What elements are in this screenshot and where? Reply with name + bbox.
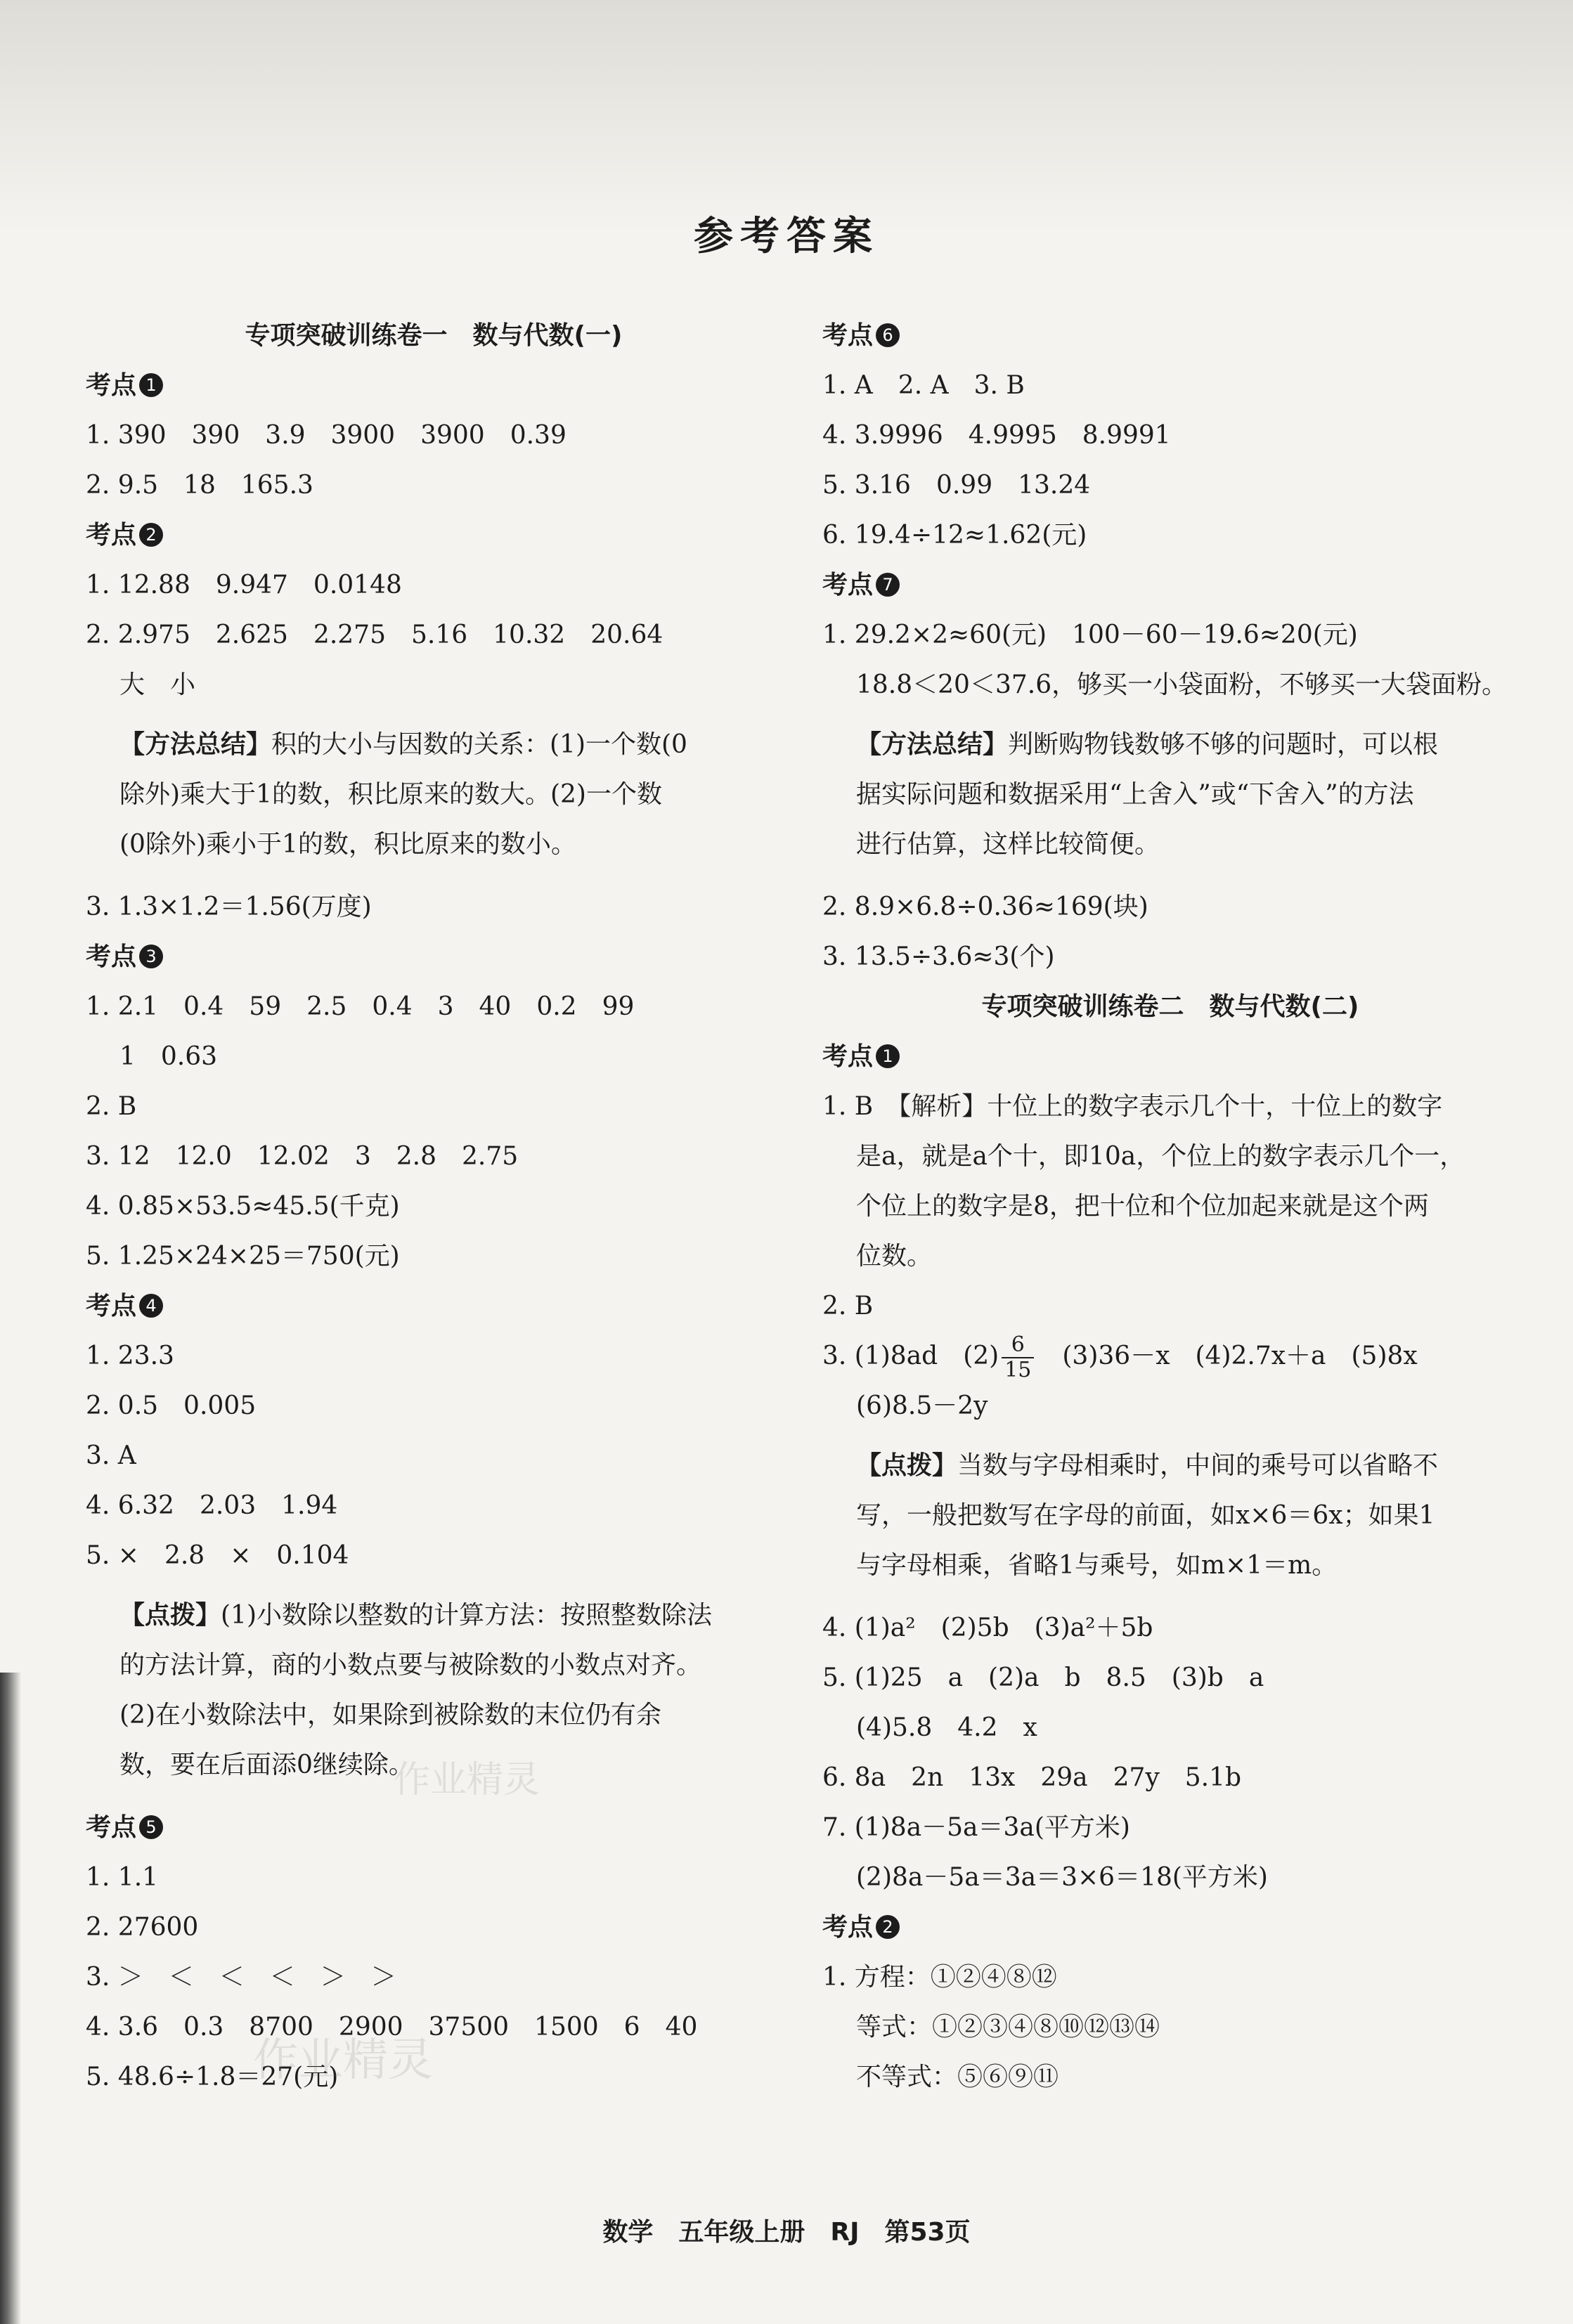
note-line [856,720,1518,770]
answer-line: 1. 29.2×2≈60(元) 100－60－19.6≈20(元) [822,621,1358,649]
answer-line-continued: 1 0.63 [119,1042,218,1071]
kaodian-label: 考点 [822,1913,874,1942]
fraction-denominator: 15 [1004,1358,1032,1382]
answer-line: 5. 1.25×24×25＝750(元) [86,1242,400,1271]
kaodian-number: 2 [139,523,163,547]
kaodian-number: 1 [876,1044,900,1068]
answer-line [822,1331,1518,1381]
note-box [822,710,1518,882]
kaodian-heading [822,560,1518,610]
kaodian-label: 考点 [822,571,874,599]
answer-line-continued: (2)8a－5a＝3a＝3×6＝18(平方米) [856,1863,1268,1892]
answer-line: 2. 9.5 18 165.3 [86,471,313,500]
answer-line: 4. 6.32 2.03 1.94 [86,1491,338,1520]
note-tag: 【方法总结】 [856,730,1009,759]
note-text: 的方法计算，商的小数点要与被除数的小数点对齐。 [119,1651,702,1680]
answer-line: 2. B [86,1092,137,1121]
kaodian-heading [86,1281,782,1331]
answer-text: 3. (1)8ad (2) [822,1342,999,1370]
note-text: 判断购物钱数够不够的问题时，可以根 [1008,730,1439,759]
answer-line-continued: 大 小 [119,670,196,699]
answer-line: 2. 0.5 0.005 [86,1391,257,1420]
answer-line: 1. 23.3 [86,1342,174,1370]
kaodian-heading [86,932,782,982]
answer-line: 1. 2.1 0.4 59 2.5 0.4 3 40 0.2 99 [86,992,635,1021]
page-title: 参考答案 [694,214,879,259]
answer-line-continued: 等式：①②③④⑧⑩⑫⑬⑭ [856,2013,1160,2041]
answer-line: 2. 8.9×6.8÷0.36≈169(块) [822,892,1148,921]
note-line [856,1441,1518,1491]
kaodian-heading [822,1032,1518,1082]
kaodian-number: 6 [876,323,900,347]
kaodian-heading [86,361,782,410]
note-line [119,1590,782,1640]
kaodian-label: 考点 [86,371,137,400]
watermark: 作业精灵 [253,2034,433,2086]
answer-line: 7. (1)8a－5a＝3a(平方米) [822,1813,1130,1842]
note-line [119,770,782,819]
watermark: 作业精灵 [394,1759,540,1801]
answer-line-continued: 是a，就是a个十，即10a，个位上的数字表示几个一， [856,1142,1465,1171]
note-line [856,1491,1518,1540]
note-line [119,720,782,770]
answer-line-continued: 18.8＜20＜37.6，够买一小袋面粉，不够买一大袋面粉。 [856,670,1508,699]
kaodian-number: 7 [876,573,900,597]
note-text: (1)小数除以整数的计算方法：按照整数除法 [221,1601,713,1630]
answer-line: 4. (1)a² (2)5b (3)a²＋5b [822,1614,1153,1642]
kaodian-number: 3 [139,944,163,968]
answer-text: (3)36－x (4)2.7x＋a (5)8x [1037,1342,1418,1370]
note-box [86,710,782,882]
answer-line: 5. 48.6÷1.8＝27(元) [86,2063,339,2091]
answer-line: 3. ＞ ＜ ＜ ＜ ＞ ＞ [86,1963,396,1992]
answer-line: 2. 2.975 2.625 2.275 5.16 10.32 20.64 [86,621,663,649]
note-text: 积的大小与因数的关系：(1)一个数(0 [271,730,687,759]
note-tag: 【点拨】 [856,1451,958,1480]
left-column [86,311,782,2102]
note-text: (0除外)乘小于1的数，积比原来的数小。 [119,830,576,859]
note-box [822,1431,1518,1603]
answer-line-continued: 不等式：⑤⑥⑨⑪ [856,2063,1059,2091]
answer-line: 5. × 2.8 × 0.104 [86,1541,349,1570]
note-line [119,819,782,869]
answer-line: 1. 1.1 [86,1863,159,1892]
note-tag: 【点拨】 [119,1601,221,1630]
answer-line-continued: (6)8.5－2y [856,1391,988,1420]
answer-line: 3. 12 12.0 12.02 3 2.8 2.75 [86,1142,519,1171]
kaodian-label: 考点 [86,1813,137,1842]
note-line [119,1690,782,1740]
answer-line: 6. 8a 2n 13x 29a 27y 5.1b [822,1763,1242,1792]
answer-line: 4. 3.6 0.3 8700 2900 37500 1500 6 40 [86,2013,698,2041]
answer-line: 5. 3.16 0.99 13.24 [822,471,1091,500]
answer-line: 2. 27600 [86,1913,199,1942]
page-footer: 数学 五年级上册 RJ 第53页 [602,2218,971,2247]
fraction [1002,1332,1034,1382]
answer-line-continued: 位数。 [856,1242,933,1271]
kaodian-label: 考点 [86,942,137,971]
answer-line: 4. 3.9996 4.9995 8.9991 [822,421,1171,450]
fraction-numerator: 6 [1002,1335,1034,1358]
note-text: 数，要在后面添0继续除。 [119,1751,414,1779]
kaodian-number: 4 [139,1294,163,1318]
kaodian-heading [86,510,782,560]
note-line [119,1640,782,1690]
answer-line: 5. (1)25 a (2)a b 8.5 (3)b a [822,1663,1264,1692]
answer-line: 4. 0.85×53.5≈45.5(千克) [86,1192,400,1221]
note-line [856,1540,1518,1590]
answer-line-continued: 个位上的数字是8，把十位和个位加起来就是这个两 [856,1192,1429,1221]
kaodian-label: 考点 [822,1042,874,1071]
kaodian-number: 2 [876,1915,900,1939]
answer-line: 1. A 2. A 3. B [822,371,1025,400]
answer-line: 2. B [822,1292,874,1320]
kaodian-heading [822,311,1518,361]
note-text: 写，一般把数写在字母的前面，如x×6＝6x；如果1 [856,1501,1435,1530]
note-line [856,770,1518,819]
note-text: 进行估算，这样比较简便。 [856,830,1160,859]
kaodian-heading [822,1902,1518,1952]
answer-line: 6. 19.4÷12≈1.62(元) [822,521,1087,550]
answer-line: 3. A [86,1441,136,1470]
answer-line-continued: (4)5.8 4.2 x [856,1713,1037,1742]
kaodian-label: 考点 [86,521,137,550]
note-text: (2)在小数除法中，如果除到被除数的末位仍有余 [119,1701,661,1729]
note-text: 与字母相乘，省略1与乘号，如m×1＝m。 [856,1551,1338,1580]
note-tag: 【方法总结】 [119,730,272,759]
section-title: 专项突破训练卷一 数与代数(一) [245,321,623,350]
note-text: 当数与字母相乘时，中间的乘号可以省略不 [957,1451,1439,1480]
answer-line: 1. 方程：①②④⑧⑫ [822,1963,1057,1992]
note-line [856,819,1518,869]
answer-line: 3. 1.3×1.2＝1.56(万度) [86,892,372,921]
answer-line: 3. 13.5÷3.6≈3(个) [822,942,1055,971]
kaodian-label: 考点 [822,321,874,350]
answer-line: 1. B 【解析】十位上的数字表示几个十，十位上的数字 [822,1092,1443,1121]
kaodian-heading [86,1803,782,1852]
kaodian-number: 5 [139,1815,163,1839]
answer-line: 1. 12.88 9.947 0.0148 [86,571,402,599]
note-text: 除外)乘大于1的数，积比原来的数大。(2)一个数 [119,780,662,809]
kaodian-label: 考点 [86,1292,137,1320]
right-column [822,311,1518,2102]
kaodian-number: 1 [139,373,163,397]
note-text: 据实际问题和数据采用“上舍入”或“下舍入”的方法 [856,780,1414,809]
section-title: 专项突破训练卷二 数与代数(二) [981,992,1359,1021]
answer-line: 1. 390 390 3.9 3900 3900 0.39 [86,421,567,450]
scan-shadow [0,0,1573,232]
